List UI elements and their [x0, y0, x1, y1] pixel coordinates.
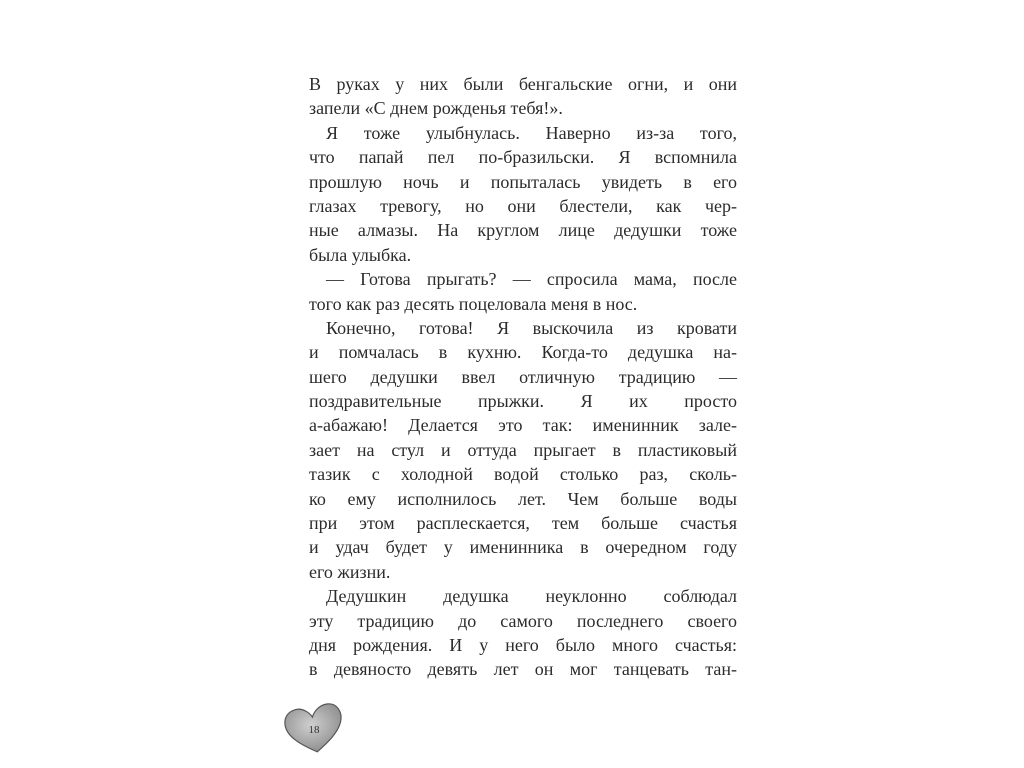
text-line: что папай пел по-бразильски. Я вспомнила — [309, 147, 737, 168]
text-line: зает на стул и оттуда прыгает в пластиковый — [309, 439, 737, 460]
text-line: Дедушкин дедушка неуклонно соблюдал — [326, 586, 737, 607]
text-line: запели «С днем рожденья тебя!». — [309, 98, 563, 119]
text-line: Конечно, готова! Я выскочила из кровати — [326, 317, 737, 338]
text-line: В руках у них были бенгальские огни, и они — [309, 74, 737, 94]
text-line: прошлую ночь и попыталась увидеть в его — [309, 171, 737, 192]
text-line: — Готова прыгать? — спросила мама, после — [326, 269, 737, 290]
text-line: тазик с холодной водой столько раз, сколь- — [309, 464, 737, 485]
text-line: была улыбка. — [309, 244, 412, 265]
text-line: а-абажаю! Делается это так: именинник зале- — [309, 415, 737, 436]
text-line: глазах тревогу, но они блестели, как чер- — [309, 195, 737, 216]
text-line: эту традицию до самого последнего своего — [309, 610, 737, 631]
text-line: ные алмазы. На круглом лице дедушки тоже — [309, 220, 737, 241]
text-line: шего дедушки ввел отличную традицию — — [309, 366, 737, 387]
text-line: ко ему исполнилось лет. Чем больше воды — [309, 488, 737, 509]
text-line: в девяносто девять лет он мог танцевать тан- — [309, 659, 737, 680]
text-line: поздравительные прыжки. Я их просто — [309, 391, 737, 412]
text-line: и удач будет у именинника в очередном году — [309, 537, 737, 558]
text-line: того как раз десять поцеловала меня в нос. — [309, 293, 638, 314]
text-line: дня рождения. И у него было много счастья: — [309, 634, 737, 655]
body-text — [309, 72, 737, 682]
text-line: Я тоже улыбнулась. Наверно из-за того, — [326, 122, 737, 143]
text-line: его жизни. — [309, 561, 391, 582]
text-line: и помчалась в кухню. Когда-то дедушка на- — [309, 342, 737, 363]
page-number: 18 — [308, 724, 320, 736]
text-line: при этом расплескается, тем больше счастья — [309, 513, 737, 534]
